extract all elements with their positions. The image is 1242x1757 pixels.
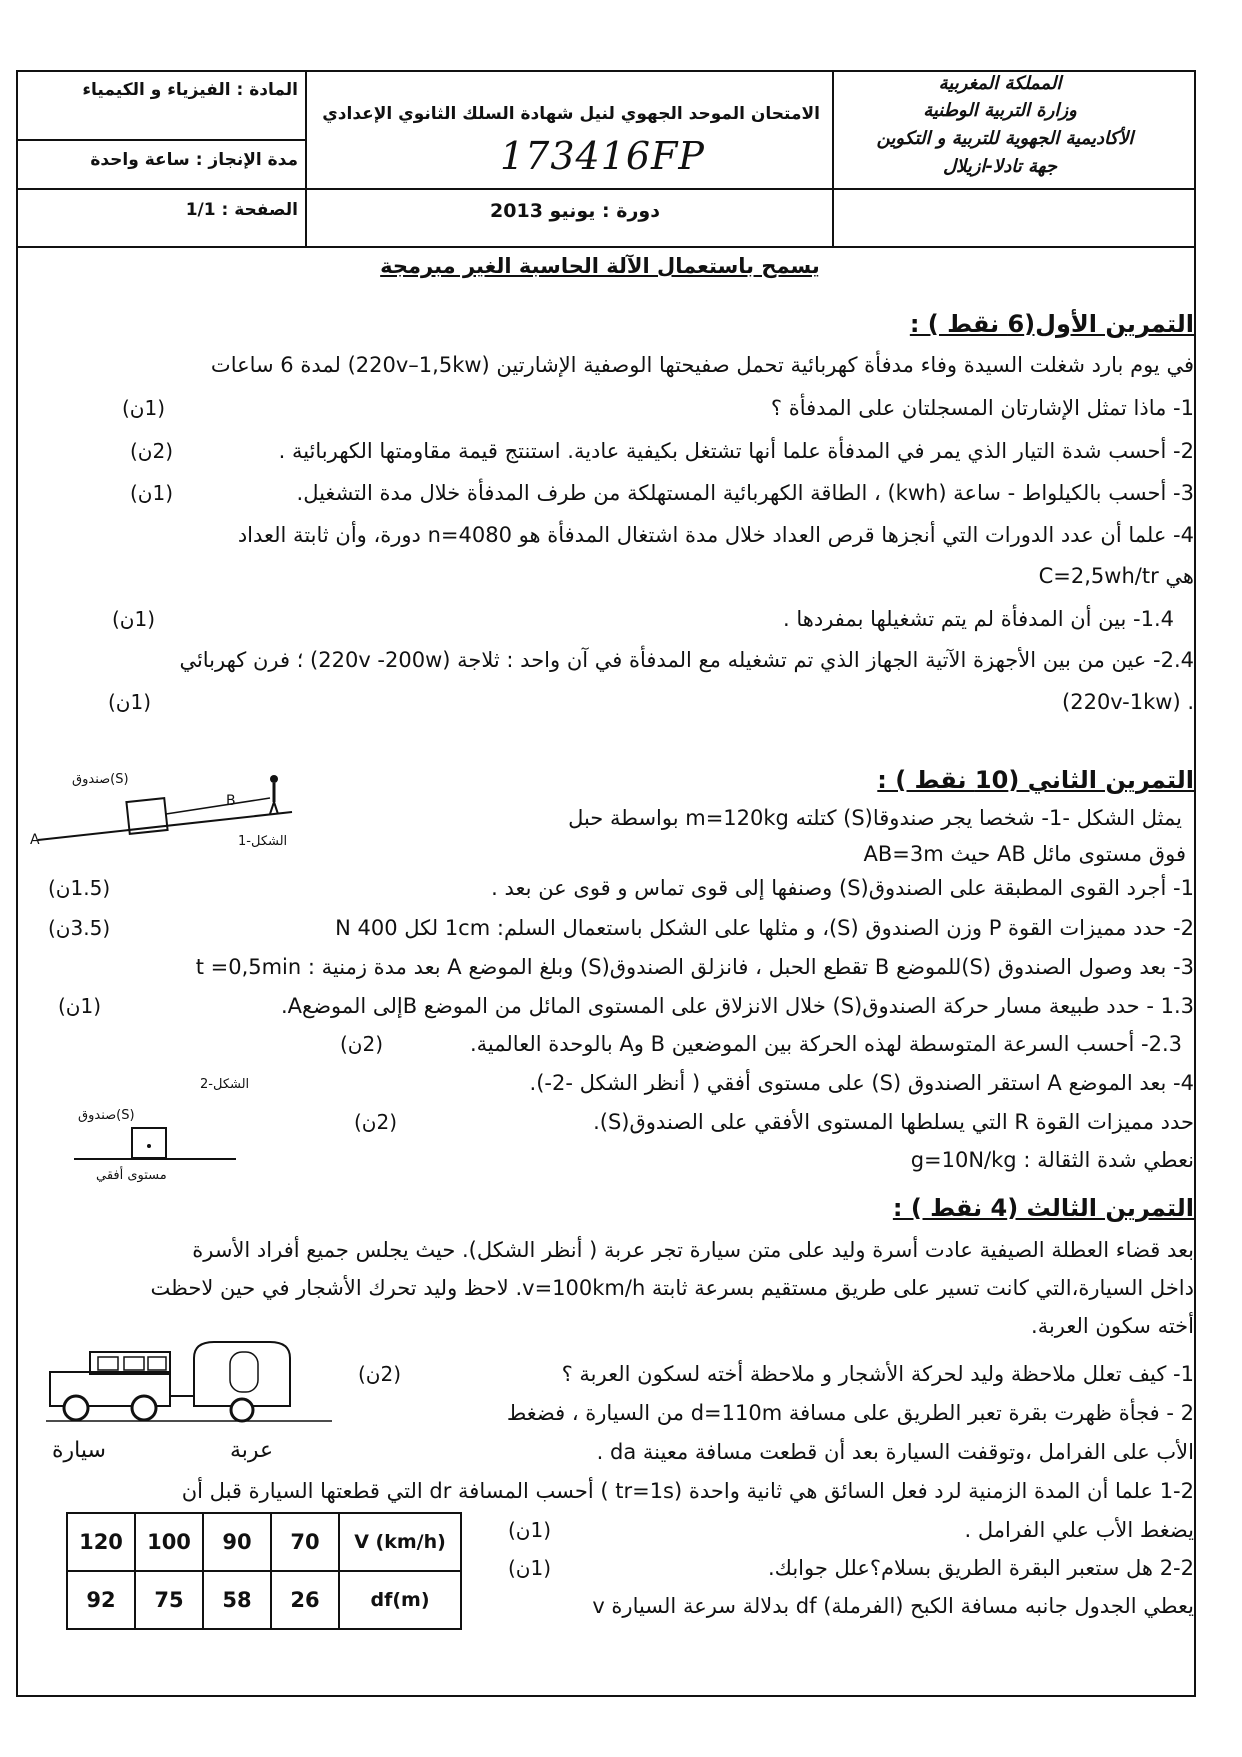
handwritten-code: 173416FP (500, 134, 705, 178)
region-name: جهة تادلا-ازيلال (942, 156, 1058, 177)
figure2-plane-label: مستوى أفقي (96, 1168, 167, 1183)
figure1-person-head (270, 775, 278, 783)
exercise3-q2a: 2 - فجأة ظهرت بقرة تعبر الطريق على مسافة d=110m من السيارة ، فضغط (506, 1401, 1194, 1425)
exercise3-q1: 1- كيف تعلل ملاحظة وليد لحركة الأشجار و ملاحظة أخته لسكون العربة ؟ (561, 1362, 1194, 1386)
figure1-point-a: A (30, 832, 40, 848)
distance-row (67, 1571, 461, 1629)
exercise1-q4-2a: 2.4- عين من بين الأجهزة الآتية الجهاز الذي تم تشغيله مع المدفأة في آن واحد : ثلاجة (220v -200w) ؛ فرن كهربائي (179, 648, 1194, 672)
speed-row (67, 1513, 461, 1571)
distance-header: df(m) (339, 1571, 461, 1629)
page-label: الصفحة : 1/1 (185, 200, 298, 220)
exercise3-q2-2-points: (1ن) (508, 1556, 552, 1580)
exercise3-q2-1-points: (1ن) (508, 1518, 552, 1542)
figure1-point-b: B (226, 793, 236, 809)
header-divider-left (305, 70, 307, 248)
exercise2-title: التمرين الثاني (10 نقط ) : (877, 766, 1194, 794)
trailer-window (230, 1352, 258, 1392)
exercise1-q4-2b: (220v-1kw) . (1062, 690, 1194, 714)
exercise2-q1-points: (1.5ن) (48, 876, 111, 900)
header-divider-right (832, 70, 834, 248)
exercise2-q4-points: (2ن) (354, 1110, 398, 1134)
exercise1-q4-1-points: (1ن) (112, 607, 156, 631)
figure2-box-center (147, 1144, 151, 1148)
car-window-2 (124, 1357, 144, 1370)
exercise1-q4a: 4- علما أن عدد الدورات التي أنجزها قرص العداد خلال مدة اشتغال المدفأة هو n=4080 دورة، وأن ثابتة العداد (237, 523, 1194, 547)
speed-cell: 100 (135, 1513, 203, 1571)
exercise1-intro: في يوم بارد شغلت السيدة وفاء مدفأة كهربائية تحمل صفيحتها الوصفية الإشارتين (220v–1,5kw) لمدة 6 ساعات (210, 353, 1194, 377)
braking-distance-table (66, 1512, 462, 1630)
trailer-wheel (231, 1399, 253, 1421)
exercise3-table-note: يعطي الجدول جانبه مسافة الكبح (الفرملة) df بدلالة سرعة السيارة v (592, 1594, 1194, 1618)
header-rule-1 (16, 139, 306, 141)
exercise3-title: التمرين الثالث (4 نقط ) : (892, 1194, 1194, 1222)
figure2-horizontal-plane (70, 1122, 240, 1166)
distance-cell: 75 (135, 1571, 203, 1629)
car-window-3 (148, 1357, 166, 1370)
calculator-note: يسمح باستعمال الآلة الحاسبة الغير مبرمجة (380, 254, 820, 278)
exercise2-q3-2: 2.3- أحسب السرعة المتوسطة لهذه الحركة بين الموضعين B وA بالوحدة العالمية. (470, 1032, 1182, 1056)
exam-title: الامتحان الموحد الجهوي لنيل شهادة السلك الثانوي الإعدادي (322, 104, 820, 124)
figure2-box-label: صندوق(S) (78, 1108, 135, 1123)
kingdom-name: المملكة المغربية (938, 73, 1062, 94)
exercise2-gravity: نعطي شدة الثقالة : g=10N/kg (910, 1148, 1194, 1172)
academy-name: الأكاديمية الجهوية للتربية و التكوين (876, 128, 1134, 149)
figure1-box-label: صندوق(S) (72, 772, 129, 787)
exercise2-intro2: فوق مستوى مائل AB حيث AB=3m (863, 842, 1186, 866)
trailer-label: عربة (230, 1438, 274, 1463)
figure1-caption: الشكل-1 (238, 834, 288, 849)
exercise1-q2-points: (2ن) (130, 439, 174, 463)
speed-cell: 120 (67, 1513, 135, 1571)
car-rear-wheel (132, 1396, 156, 1420)
exercise2-q2-points: (3.5ن) (48, 916, 111, 940)
header-rule-2 (16, 188, 1196, 190)
figure2-box (132, 1128, 166, 1158)
exercise2-q1: 1- أجرد القوى المطبقة على الصندوق(S) وصنفها إلى قوى تماس و قوى عن بعد . (491, 876, 1194, 900)
exercise1-q1-points: (1ن) (122, 396, 166, 420)
exercise3-q1-points: (2ن) (358, 1362, 402, 1386)
exercise2-q4a: 4- بعد الموضع A استقر الصندوق (S) على مستوى أفقي ( أنظر الشكل -2-). (529, 1071, 1194, 1095)
exercise3-intro1: بعد قضاء العطلة الصيفية عادت أسرة وليد على متن سيارة تجر عربة ( أنظر الشكل). حيث يجلس جميع أفراد الأسرة (192, 1238, 1194, 1262)
distance-cell: 26 (271, 1571, 339, 1629)
figure1-rope (166, 798, 270, 814)
car-trailer-drawing (44, 1330, 334, 1430)
car-label: سيارة (52, 1438, 106, 1463)
speed-header: V (km/h) (339, 1513, 461, 1571)
figure1-person-leg2 (274, 802, 278, 814)
speed-cell: 90 (203, 1513, 271, 1571)
exercise3-q2-1a: 1-2 علما أن المدة الزمنية لرد فعل السائق هي ثانية واحدة (tr=1s ) أحسب المسافة dr التي قطعتها السيارة قبل أن (181, 1479, 1194, 1503)
exercise2-q2: 2- حدد مميزات القوة P وزن الصندوق (S)، و مثلها على الشكل باستعمال السلم: 1cm لكل 400 N (335, 916, 1194, 940)
exercise2-q3-1-points: (1ن) (58, 994, 102, 1018)
distance-cell: 92 (67, 1571, 135, 1629)
exercise3-q2b: الأب على الفرامل ،وتوقفت السيارة بعد أن قطعت مسافة معينة da . (596, 1440, 1194, 1464)
exercise2-q3-1: 1.3 - حدد طبيعة مسار حركة الصندوق(S) خلال الانزلاق على المستوى المائل من الموضع Bإلى الموضعA. (280, 994, 1194, 1018)
exercise1-q3-points: (1ن) (130, 481, 174, 505)
exercise1-q2: 2- أحسب شدة التيار الذي يمر في المدفأة علما أنها تشتغل بكيفية عادية. استنتج قيمة مقاومتها الكهربائية . (278, 439, 1194, 463)
exercise1-title: التمرين الأول(6 نقط ) : (909, 310, 1194, 338)
figure2-caption: الشكل-2 (200, 1077, 250, 1092)
exercise3-intro2: داخل السيارة،التي كانت تسير على طريق مستقيم بسرعة ثابتة v=100km/h. لاحظ وليد تحرك الأشجار في حين لاحظت (150, 1276, 1194, 1300)
session-label: دورة : يونيو 2013 (490, 200, 660, 222)
header-rule-3 (16, 246, 1196, 248)
exercise2-q3-2-points: (2ن) (340, 1032, 384, 1056)
figure1-person-leg (270, 802, 274, 814)
exercise2-q4b: حدد مميزات القوة R التي يسلطها المستوى الأفقي على الصندوق(S). (593, 1110, 1194, 1134)
exercise1-q3: 3- أحسب بالكيلواط - ساعة (kwh) ، الطاقة الكهربائية المستهلكة من طرف المدفأة خلال مدة التشغيل. (296, 481, 1194, 505)
exercise1-q4-1: 1.4- بين أن المدفأة لم يتم تشغيلها بمفردها . (783, 607, 1174, 631)
exercise3-q2-1b: يضغط الأب علي الفرامل . (964, 1518, 1194, 1542)
distance-cell: 58 (203, 1571, 271, 1629)
speed-cell: 70 (271, 1513, 339, 1571)
exercise1-q4-2-points: (1ن) (108, 690, 152, 714)
car-window-1 (98, 1357, 118, 1370)
exercise3-intro3: أخته سكون العربة. (1031, 1314, 1194, 1338)
car-front-wheel (64, 1396, 88, 1420)
subject-label: المادة : الفيزياء و الكيمياء (82, 80, 298, 100)
exercise2-intro1: يمثل الشكل -1- شخصا يجر صندوقا(S) كتلته m=120kg بواسطة حبل (568, 806, 1182, 830)
duration-label: مدة الإنجاز : ساعة واحدة (90, 150, 298, 170)
exercise1-q1: 1- ماذا تمثل الإشارتان المسجلتان على المدفأة ؟ (770, 396, 1194, 420)
exercise1-q4b: هي C=2,5wh/tr (1038, 564, 1194, 588)
exercise3-q2-2: 2-2 هل ستعبر البقرة الطريق بسلام؟علل جوابك. (767, 1556, 1194, 1580)
ministry-name: وزارة التربية الوطنية (923, 100, 1077, 121)
exercise2-q3: 3- بعد وصول الصندوق (S)للموضع B تقطع الحبل ، فانزلق الصندوق(S) وبلغ الموضع A بعد مدة زمنية : t =0,5min (195, 955, 1194, 979)
